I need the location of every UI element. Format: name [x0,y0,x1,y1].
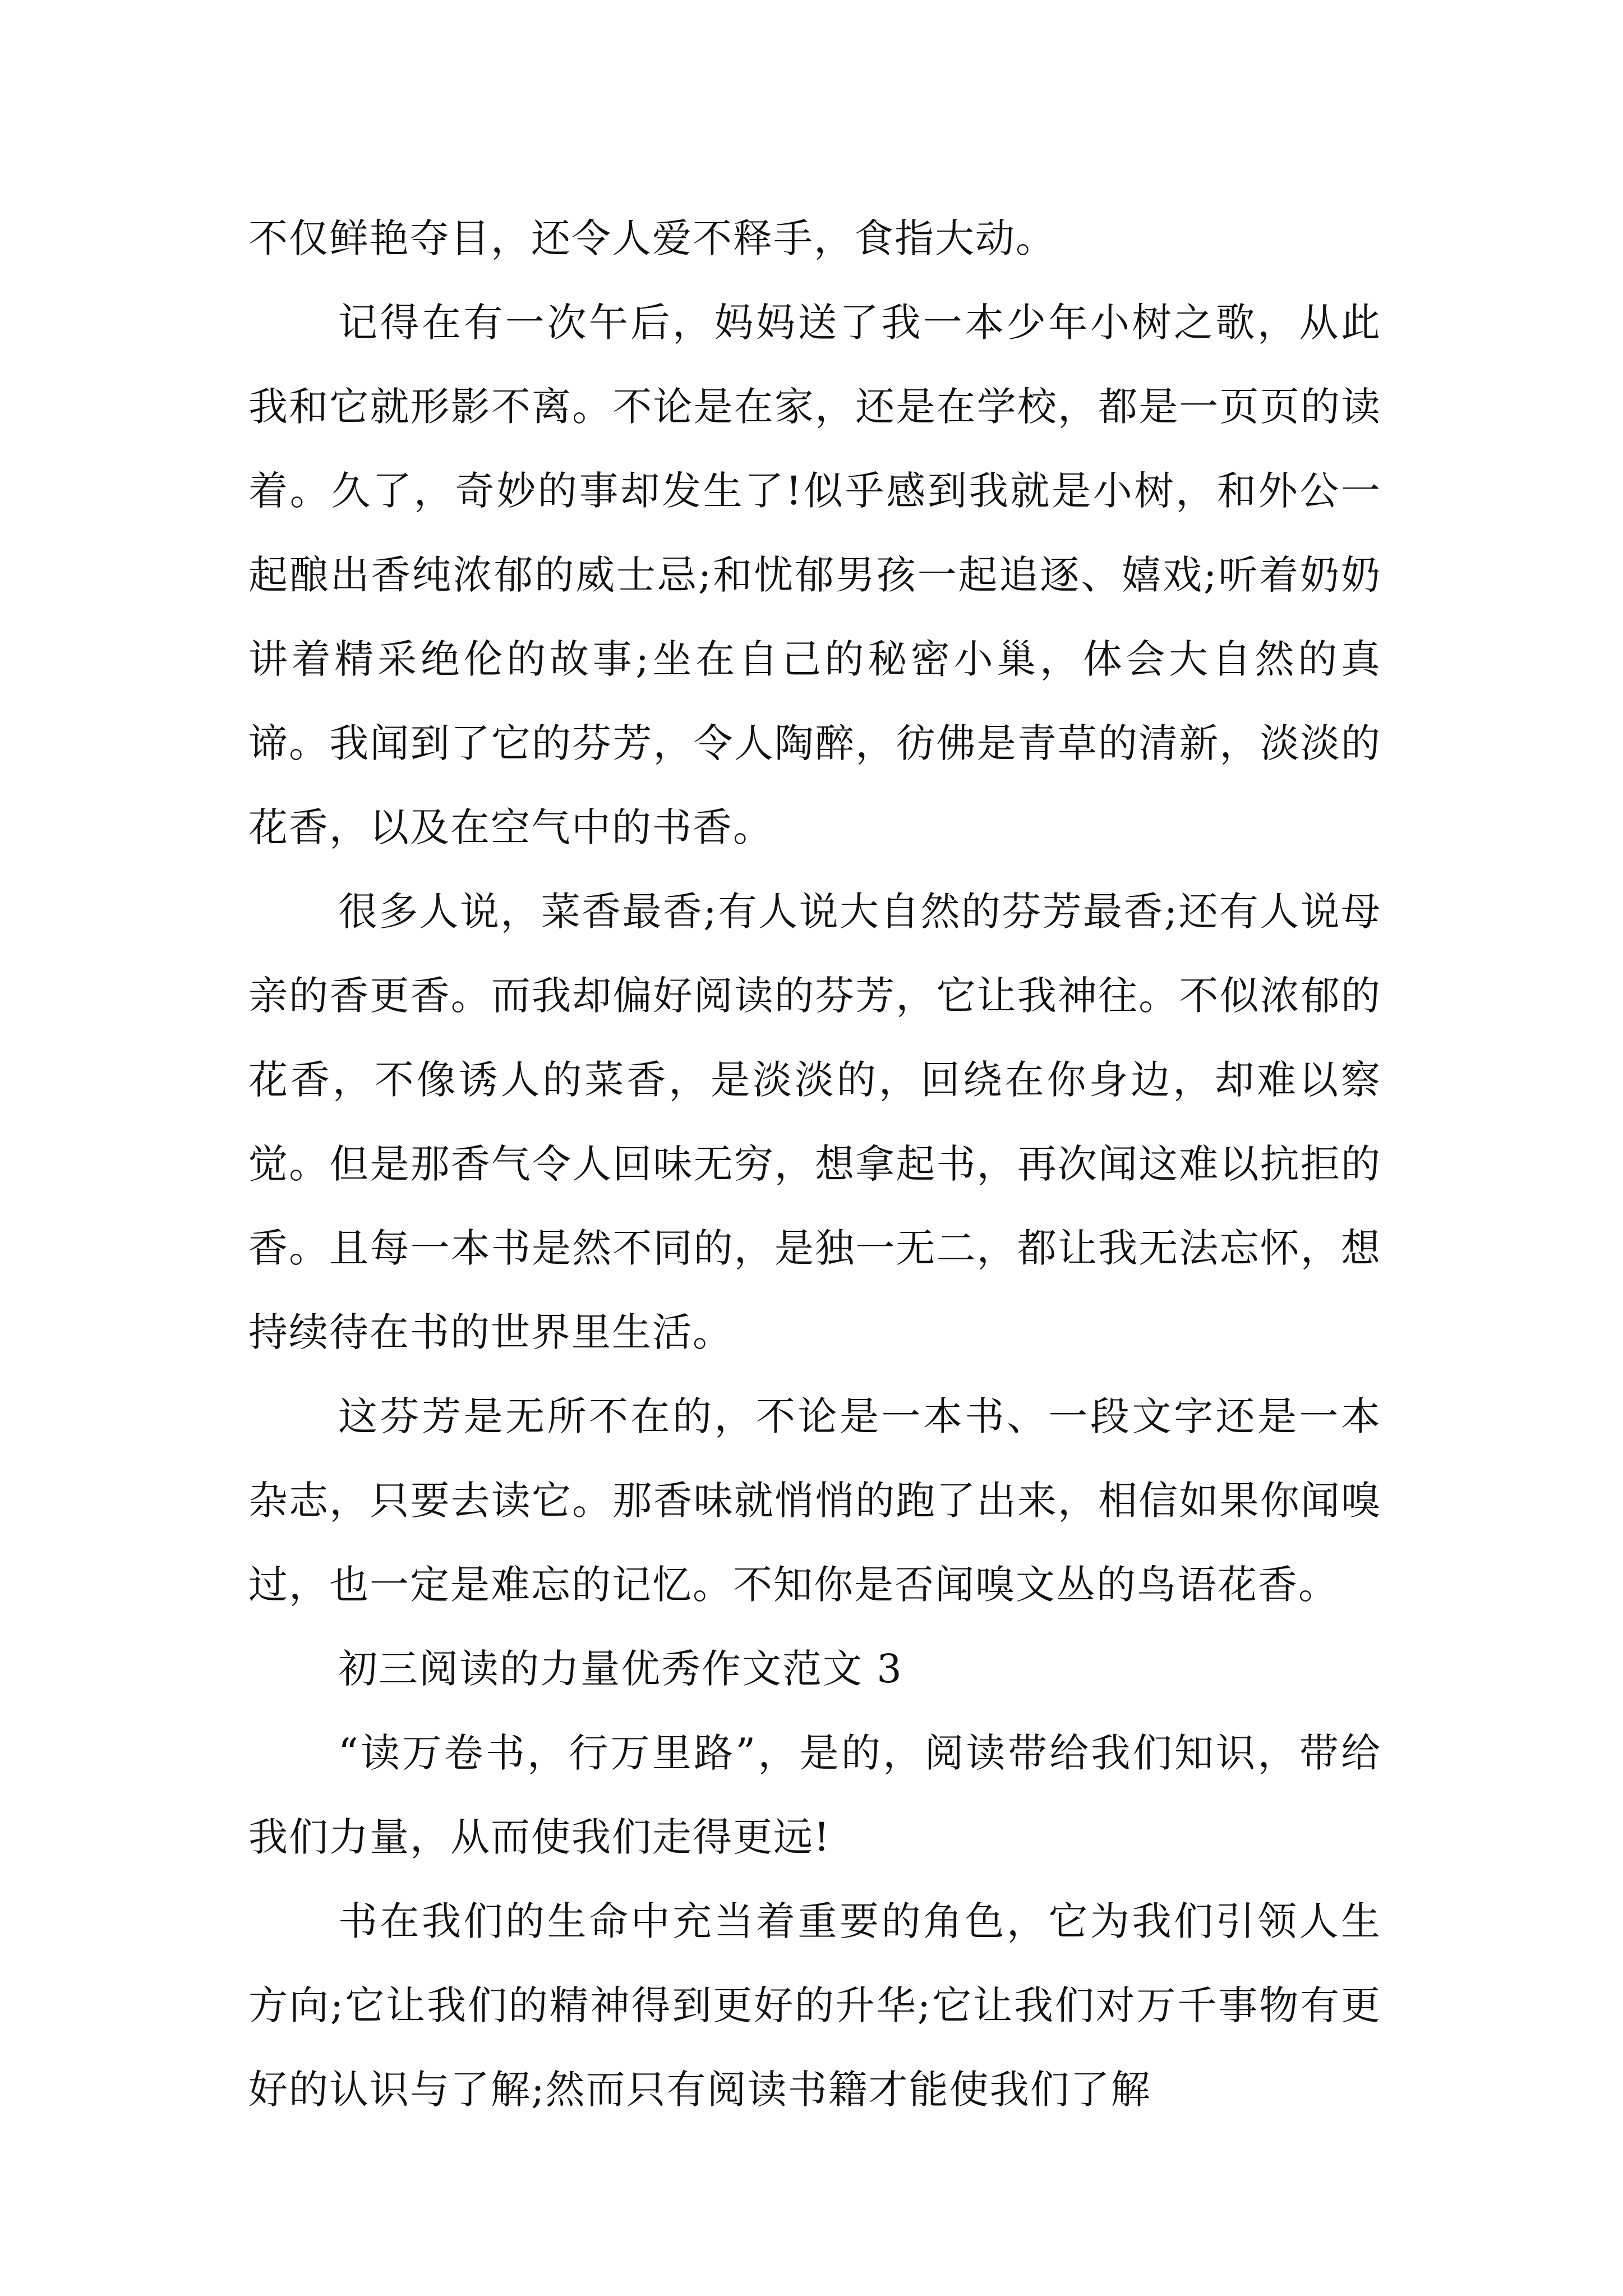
section-heading: 初三阅读的力量优秀作文范文 3 [338,1646,903,1692]
paragraph: “读万卷书，行万里路”，是的，阅读带给我们知识，带给我们力量，从而使我们走得更远! [248,1730,1381,1860]
paragraph: 记得在有一次午后，妈妈送了我一本少年小树之歌，从此我和它就形影不离。不论是在家，还是在学校，都是一页页的读着。久了，奇妙的事却发生了!似乎感到我就是小树，和外公一起酿出香纯浓郁的威士忌;和忧郁男孩一起追逐、嬉戏;听着奶奶讲着精采绝伦的故事;坐在自己的秘密小巢，体会大自然的真谛。我闻到了它的芬芳，令人陶醉，彷佛是青草的清新，淡淡的花香，以及在空气中的书香。 [248,300,1381,850]
paragraph: 书在我们的生命中充当着重要的角色，它为我们引领人生方向;它让我们的精神得到更好的升华;它让我们对万千事物有更好的认识与了解;然而只有阅读书籍才能使我们了解 [248,1898,1381,2113]
paragraph: 这芬芳是无所不在的，不论是一本书、一段文字还是一本杂志，只要去读它。那香味就悄悄的跑了出来，相信如果你闻嗅过，也一定是难忘的记忆。不知你是否闻嗅文丛的鸟语花香。 [248,1393,1381,1608]
paragraph: 很多人说，菜香最香;有人说大自然的芬芳最香;还有人说母亲的香更香。而我却偏好阅读的芬芳，它让我神往。不似浓郁的花香，不像诱人的菜香，是淡淡的，回绕在你身边，却难以察觉。但是那香气令人回味无穷，想拿起书，再次闻这难以抗拒的香。且每一本书是然不同的，是独一无二，都让我无法忘怀，想持续待在书的世界里生活。 [248,889,1381,1355]
paragraph: 不仅鲜艳夺目，还令人爱不释手，食指大动。 [248,215,1056,261]
body-text [248,196,1381,2132]
